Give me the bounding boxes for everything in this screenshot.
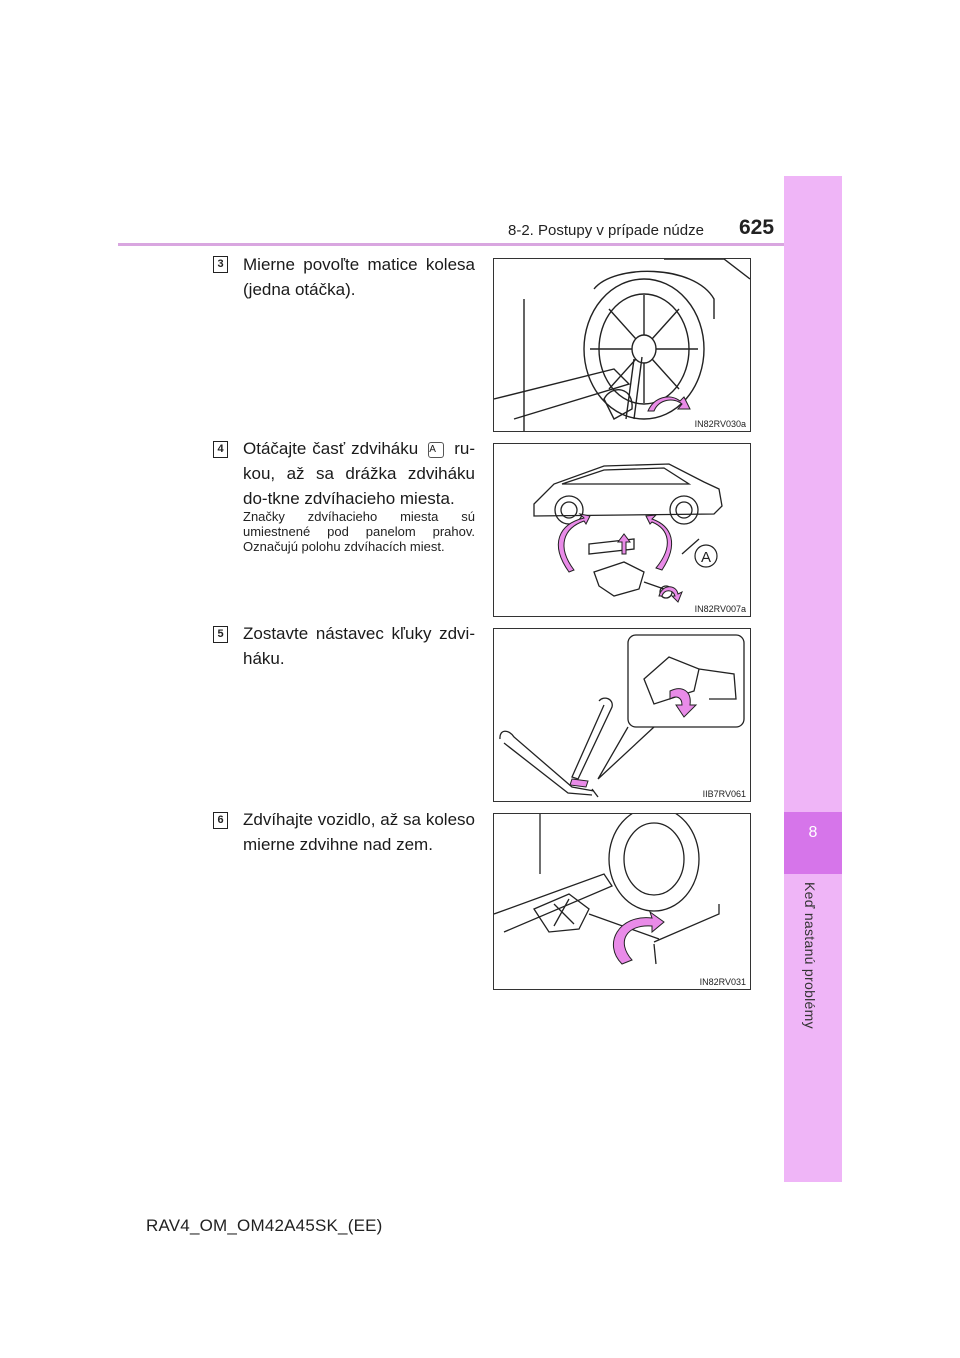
- document-code: RAV4_OM_OM42A45SK_(EE): [146, 1216, 383, 1235]
- figure-code: IN82RV030a: [694, 419, 746, 429]
- figure-raise-vehicle: [493, 813, 751, 990]
- step-number-6: 6: [213, 812, 228, 829]
- car-and-jack-illustration: [494, 444, 750, 616]
- step-text-5: Zostavte nástavec kľuky zdvi-háku.: [243, 624, 475, 668]
- figure-loosen-wheel-nuts: [493, 258, 751, 432]
- figure-code: IN82RV031: [699, 977, 746, 987]
- header-rule: [118, 243, 784, 246]
- step-text-4: [243, 436, 475, 511]
- figure-assemble-crank: [493, 628, 751, 802]
- figure-callout-a: A: [700, 549, 712, 566]
- step-number-4: 4: [213, 441, 228, 458]
- figure-code: IN82RV007a: [694, 604, 746, 614]
- chapter-number-tab: [784, 812, 842, 874]
- step-text-4-after: ru-kou, až sa drážka zdviháku do-tkne zdvíhacieho miesta.: [243, 439, 475, 508]
- crank-assembly-illustration: [494, 629, 750, 801]
- chapter-side-tab: [784, 176, 842, 1182]
- section-title: 8-2. Postupy v prípade núdze: [508, 222, 704, 239]
- figure-jack-position: [493, 443, 751, 617]
- chapter-title: Keď nastanú problémy: [802, 882, 818, 1029]
- step-number-5: 5: [213, 626, 228, 643]
- wheel-wrench-illustration: [494, 259, 750, 431]
- step-number-3: 3: [213, 256, 228, 273]
- callout-a: A: [428, 442, 444, 458]
- step-note-4: Značky zdvíhacieho miesta sú umiestnené pod panelom prahov. Označujú polohu zdvíhacích miest.: [243, 509, 475, 554]
- step-text-3: Mierne povoľte matice kolesa (jedna otáčka).: [243, 255, 475, 299]
- chapter-number: 8: [808, 824, 818, 841]
- page-number: 625: [739, 216, 775, 239]
- figure-code: IIB7RV061: [702, 789, 746, 799]
- step-text-6: Zdvíhajte vozidlo, až sa koleso mierne zdvihne nad zem.: [243, 810, 475, 854]
- step-text-4-before: Otáčajte časť zdviháku: [243, 439, 419, 458]
- raise-vehicle-illustration: [494, 814, 750, 989]
